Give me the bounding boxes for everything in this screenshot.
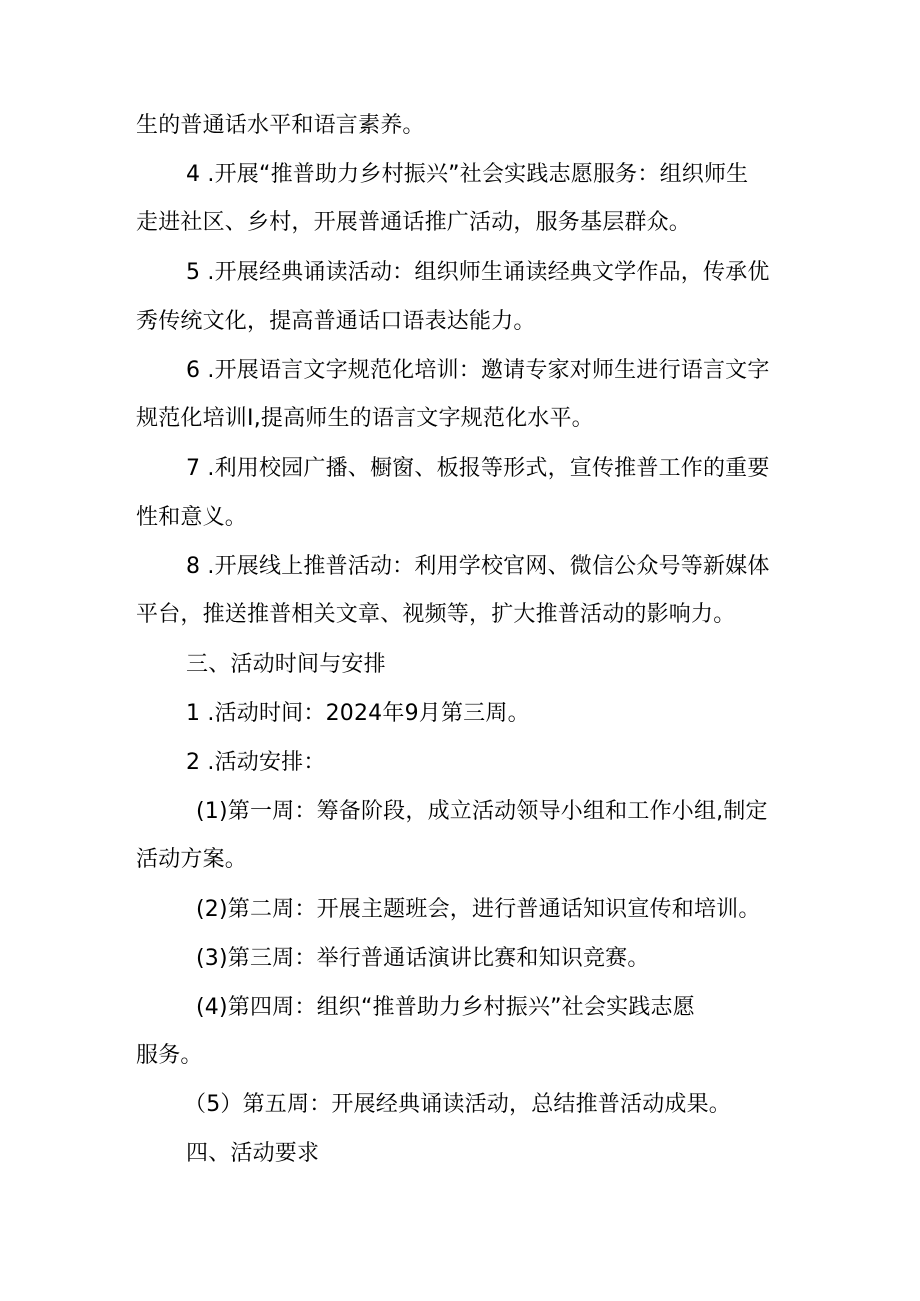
list-item-8-line-1: 8 .开展线上推普活动：利用学校官网、微信公众号等新媒体 bbox=[186, 554, 770, 579]
section-heading-4: 四、活动要求 bbox=[186, 1141, 320, 1166]
section-heading-3: 三、活动时间与安排 bbox=[186, 652, 386, 677]
week-4-line-2: 服务。 bbox=[136, 1043, 203, 1068]
schedule-time: 1 .活动时间：2024年9月第三周。 bbox=[186, 701, 530, 726]
list-item-5-line-1: 5 .开展经典诵读活动：组织师生诵读经典文学作品，传承优 bbox=[186, 260, 770, 285]
week-3: (3)第三周：举行普通话演讲比赛和知识竞赛。 bbox=[196, 946, 650, 971]
list-item-7-line-1: 7 .利用校园广播、橱窗、板报等形式，宣传推普工作的重要 bbox=[186, 456, 770, 481]
list-item-5-line-2: 秀传统文化，提高普通话口语表达能力。 bbox=[136, 309, 536, 334]
week-1-line-1: (1)第一周：筹备阶段，成立活动领导小组和工作小组,制定 bbox=[196, 799, 768, 824]
week-1-line-2: 活动方案。 bbox=[136, 847, 248, 872]
week-2: (2)第二周：开展主题班会，进行普通话知识宣传和培训。 bbox=[196, 897, 761, 922]
text-line: 生的普通话水平和语言素养。 bbox=[136, 113, 425, 138]
list-item-6-line-2: 规范化培训I,提高师生的语言文字规范化水平。 bbox=[136, 406, 594, 431]
list-item-6-line-1: 6 .开展语言文字规范化培训：邀请专家对师生进行语言文字 bbox=[186, 358, 770, 383]
list-item-4-line-2: 走进社区、乡村，开展普通话推广活动，服务基层群众。 bbox=[136, 210, 692, 235]
week-4-line-1: (4)第四周：组织“推普助力乡村振兴”社会实践志愿 bbox=[196, 995, 695, 1020]
list-item-8-line-2: 平台，推送推普相关文章、视频等，扩大推普活动的影响力。 bbox=[136, 602, 736, 627]
week-5: （5）第五周：开展经典诵读活动，总结推普活动成果。 bbox=[184, 1092, 731, 1117]
list-item-7-line-2: 性和意义。 bbox=[136, 505, 248, 530]
list-item-4-line-1: 4 .开展“推普助力乡村振兴”社会实践志愿服务：组织师生 bbox=[186, 162, 749, 187]
schedule-arrangement-label: 2 .活动安排： bbox=[186, 750, 326, 775]
